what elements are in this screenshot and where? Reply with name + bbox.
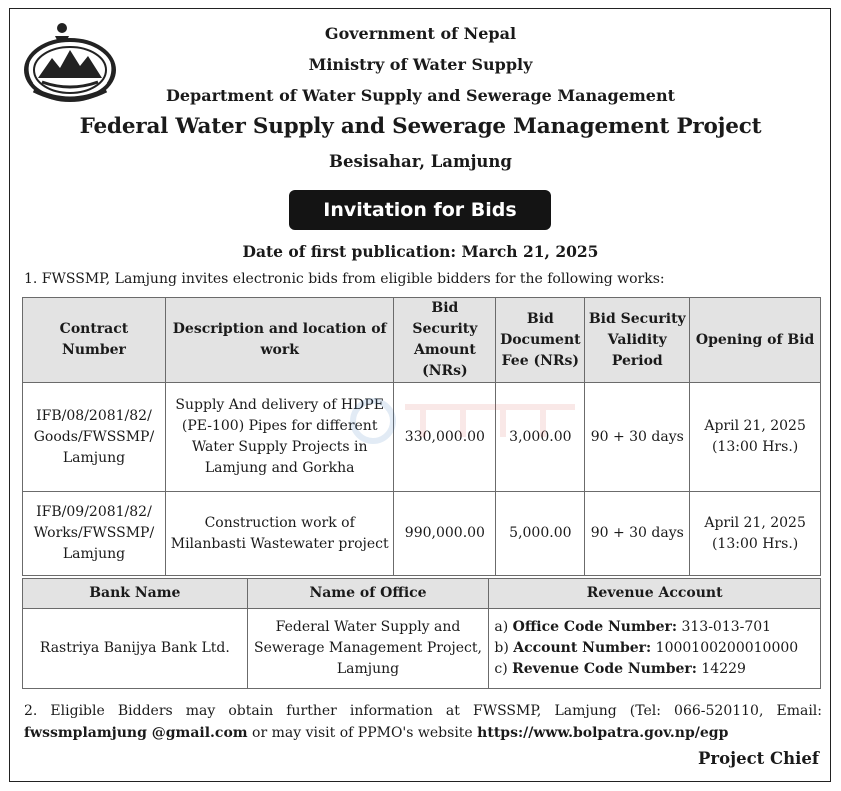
publication-date: Date of first publication: March 21, 2025 <box>242 242 599 261</box>
account-line: c) Revenue Code Number: 14229 <box>494 661 746 677</box>
project-title: Federal Water Supply and Sewerage Management Project <box>79 114 762 139</box>
col-bid-security: Bid Security Amount (NRs) <box>394 298 496 383</box>
col-validity: Bid Security Validity Period <box>585 298 690 383</box>
bids-table <box>22 297 821 576</box>
revenue-account <box>489 609 821 689</box>
col-opening: Opening of Bid <box>690 298 821 383</box>
validity-period: 90 + 30 days <box>585 383 690 492</box>
bank-table <box>22 578 821 689</box>
col-description: Description and location of work <box>165 298 393 383</box>
col-revenue-account: Revenue Account <box>489 579 821 609</box>
further-info-line: 2. Eligible Bidders may obtain further information at FWSSMP, Lamjung (Tel: 066-520110, Email: <box>24 703 822 719</box>
col-document-fee: Bid Document Fee (NRs) <box>496 298 585 383</box>
bank-header-row <box>23 579 821 609</box>
further-info-paragraph <box>24 700 822 744</box>
ppmo-website-link[interactable]: https://www.bolpatra.gov.np/egp <box>477 725 729 741</box>
document-fee: 5,000.00 <box>496 492 585 576</box>
bid-security: 330,000.00 <box>394 383 496 492</box>
contract-number: IFB/08/2081/82/ Goods/FWSSMP/ Lamjung <box>23 383 166 492</box>
department-title: Department of Water Supply and Sewerage Management <box>165 86 676 105</box>
ministry-title: Ministry of Water Supply <box>308 55 533 74</box>
bids-header-row <box>23 298 821 383</box>
project-location: Besisahar, Lamjung <box>329 152 512 171</box>
intro-paragraph: 1. FWSSMP, Lamjung invites electronic bids from eligible bidders for the following works: <box>24 271 665 287</box>
account-line: b) Account Number: 1000100200010000 <box>494 640 799 656</box>
contract-number: IFB/09/2081/82/ Works/FWSSMP/ Lamjung <box>23 492 166 576</box>
opening-date: April 21, 2025 (13:00 Hrs.) <box>690 383 821 492</box>
col-office-name: Name of Office <box>247 579 489 609</box>
account-line: a) Office Code Number: 313-013-701 <box>494 619 772 635</box>
col-contract-number: Contract Number <box>23 298 166 383</box>
table-row <box>23 609 821 689</box>
contact-email: fwssmplamjung @gmail.com <box>24 725 248 741</box>
invitation-banner: Invitation for Bids <box>289 190 551 230</box>
validity-period: 90 + 30 days <box>585 492 690 576</box>
table-row <box>23 492 821 576</box>
bid-security: 990,000.00 <box>394 492 496 576</box>
work-description: Supply And delivery of HDPE (PE-100) Pipes for different Water Supply Projects in Lamjung and Gorkha <box>165 383 393 492</box>
col-bank-name: Bank Name <box>23 579 248 609</box>
office-name: Federal Water Supply and Sewerage Management Project, Lamjung <box>247 609 489 689</box>
table-row <box>23 383 821 492</box>
document-fee: 3,000.00 <box>496 383 585 492</box>
work-description: Construction work of Milanbasti Wastewater project <box>165 492 393 576</box>
opening-date: April 21, 2025 (13:00 Hrs.) <box>690 492 821 576</box>
signature: Project Chief <box>698 749 819 768</box>
further-info-contact: fwssmplamjung @gmail.com or may visit of PPMO's website https://www.bolpatra.gov.np/egp <box>24 725 729 741</box>
bank-name: Rastriya Banijya Bank Ltd. <box>23 609 248 689</box>
government-title: Government of Nepal <box>324 24 517 43</box>
